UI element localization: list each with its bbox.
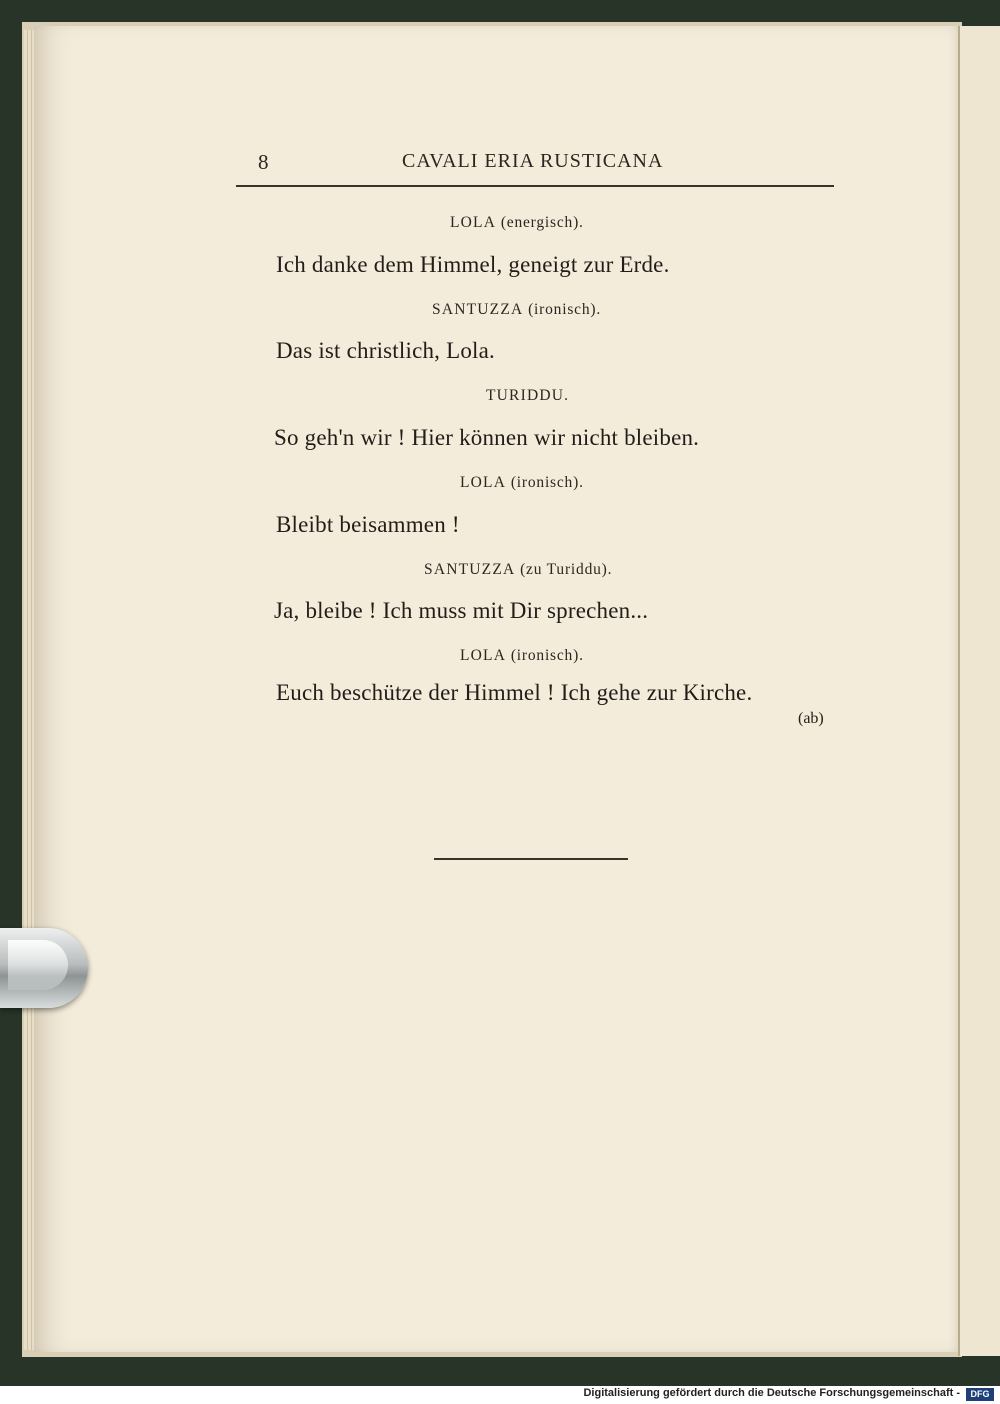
- dfg-logo: DFG: [966, 1388, 994, 1401]
- speaker-heading: [460, 474, 584, 492]
- dialogue-line: Bleibt beisammen !: [276, 512, 460, 537]
- speaker-direction: (ironisch).: [528, 301, 602, 318]
- speaker-direction: (energisch).: [500, 214, 584, 231]
- page-number: 8: [258, 150, 269, 174]
- speaker-heading: [460, 647, 584, 665]
- speaker-name: LOLA: [460, 647, 507, 664]
- next-page-edge: [958, 26, 1000, 1356]
- running-title: CAVALI ERIA RUSTICANA: [402, 150, 664, 172]
- dialogue-line: Ja, bleibe ! Ich muss mit Dir sprechen...: [274, 598, 649, 623]
- dialogue-line: Das ist christlich, Lola.: [276, 338, 495, 363]
- speaker-name: LOLA: [460, 474, 507, 491]
- speaker-heading: [432, 301, 601, 319]
- speaker-name: TURIDDU.: [486, 387, 570, 404]
- speaker-direction: (ironisch).: [510, 647, 584, 664]
- footer-bar: [0, 1386, 1000, 1404]
- speaker-name: SANTUZZA: [432, 301, 524, 318]
- speaker-name: LOLA: [450, 214, 497, 231]
- header-rule: [236, 185, 834, 187]
- funding-credit: Digitalisierung gefördert durch die Deutsche Forschungsgemeinschaft -: [583, 1387, 960, 1399]
- dialogue-line: Euch beschütze der Himmel ! Ich gehe zur Kirche.: [276, 680, 753, 705]
- dialogue-line: So geh'n wir ! Hier können wir nicht bleiben.: [274, 425, 700, 450]
- dialogue-line: Ich danke dem Himmel, geneigt zur Erde.: [276, 252, 670, 277]
- speaker-name: SANTUZZA: [424, 561, 516, 578]
- speaker-heading: [486, 387, 569, 405]
- clip-highlight: [8, 940, 68, 990]
- page-clip: [0, 928, 88, 1008]
- speaker-direction: (ironisch).: [510, 474, 584, 491]
- end-rule: [434, 858, 628, 860]
- speaker-direction: (zu Turiddu).: [520, 561, 613, 578]
- stage-direction-exit: (ab): [798, 710, 824, 727]
- speaker-heading: [424, 561, 612, 579]
- page-header: [236, 146, 836, 186]
- speaker-heading: [450, 214, 584, 232]
